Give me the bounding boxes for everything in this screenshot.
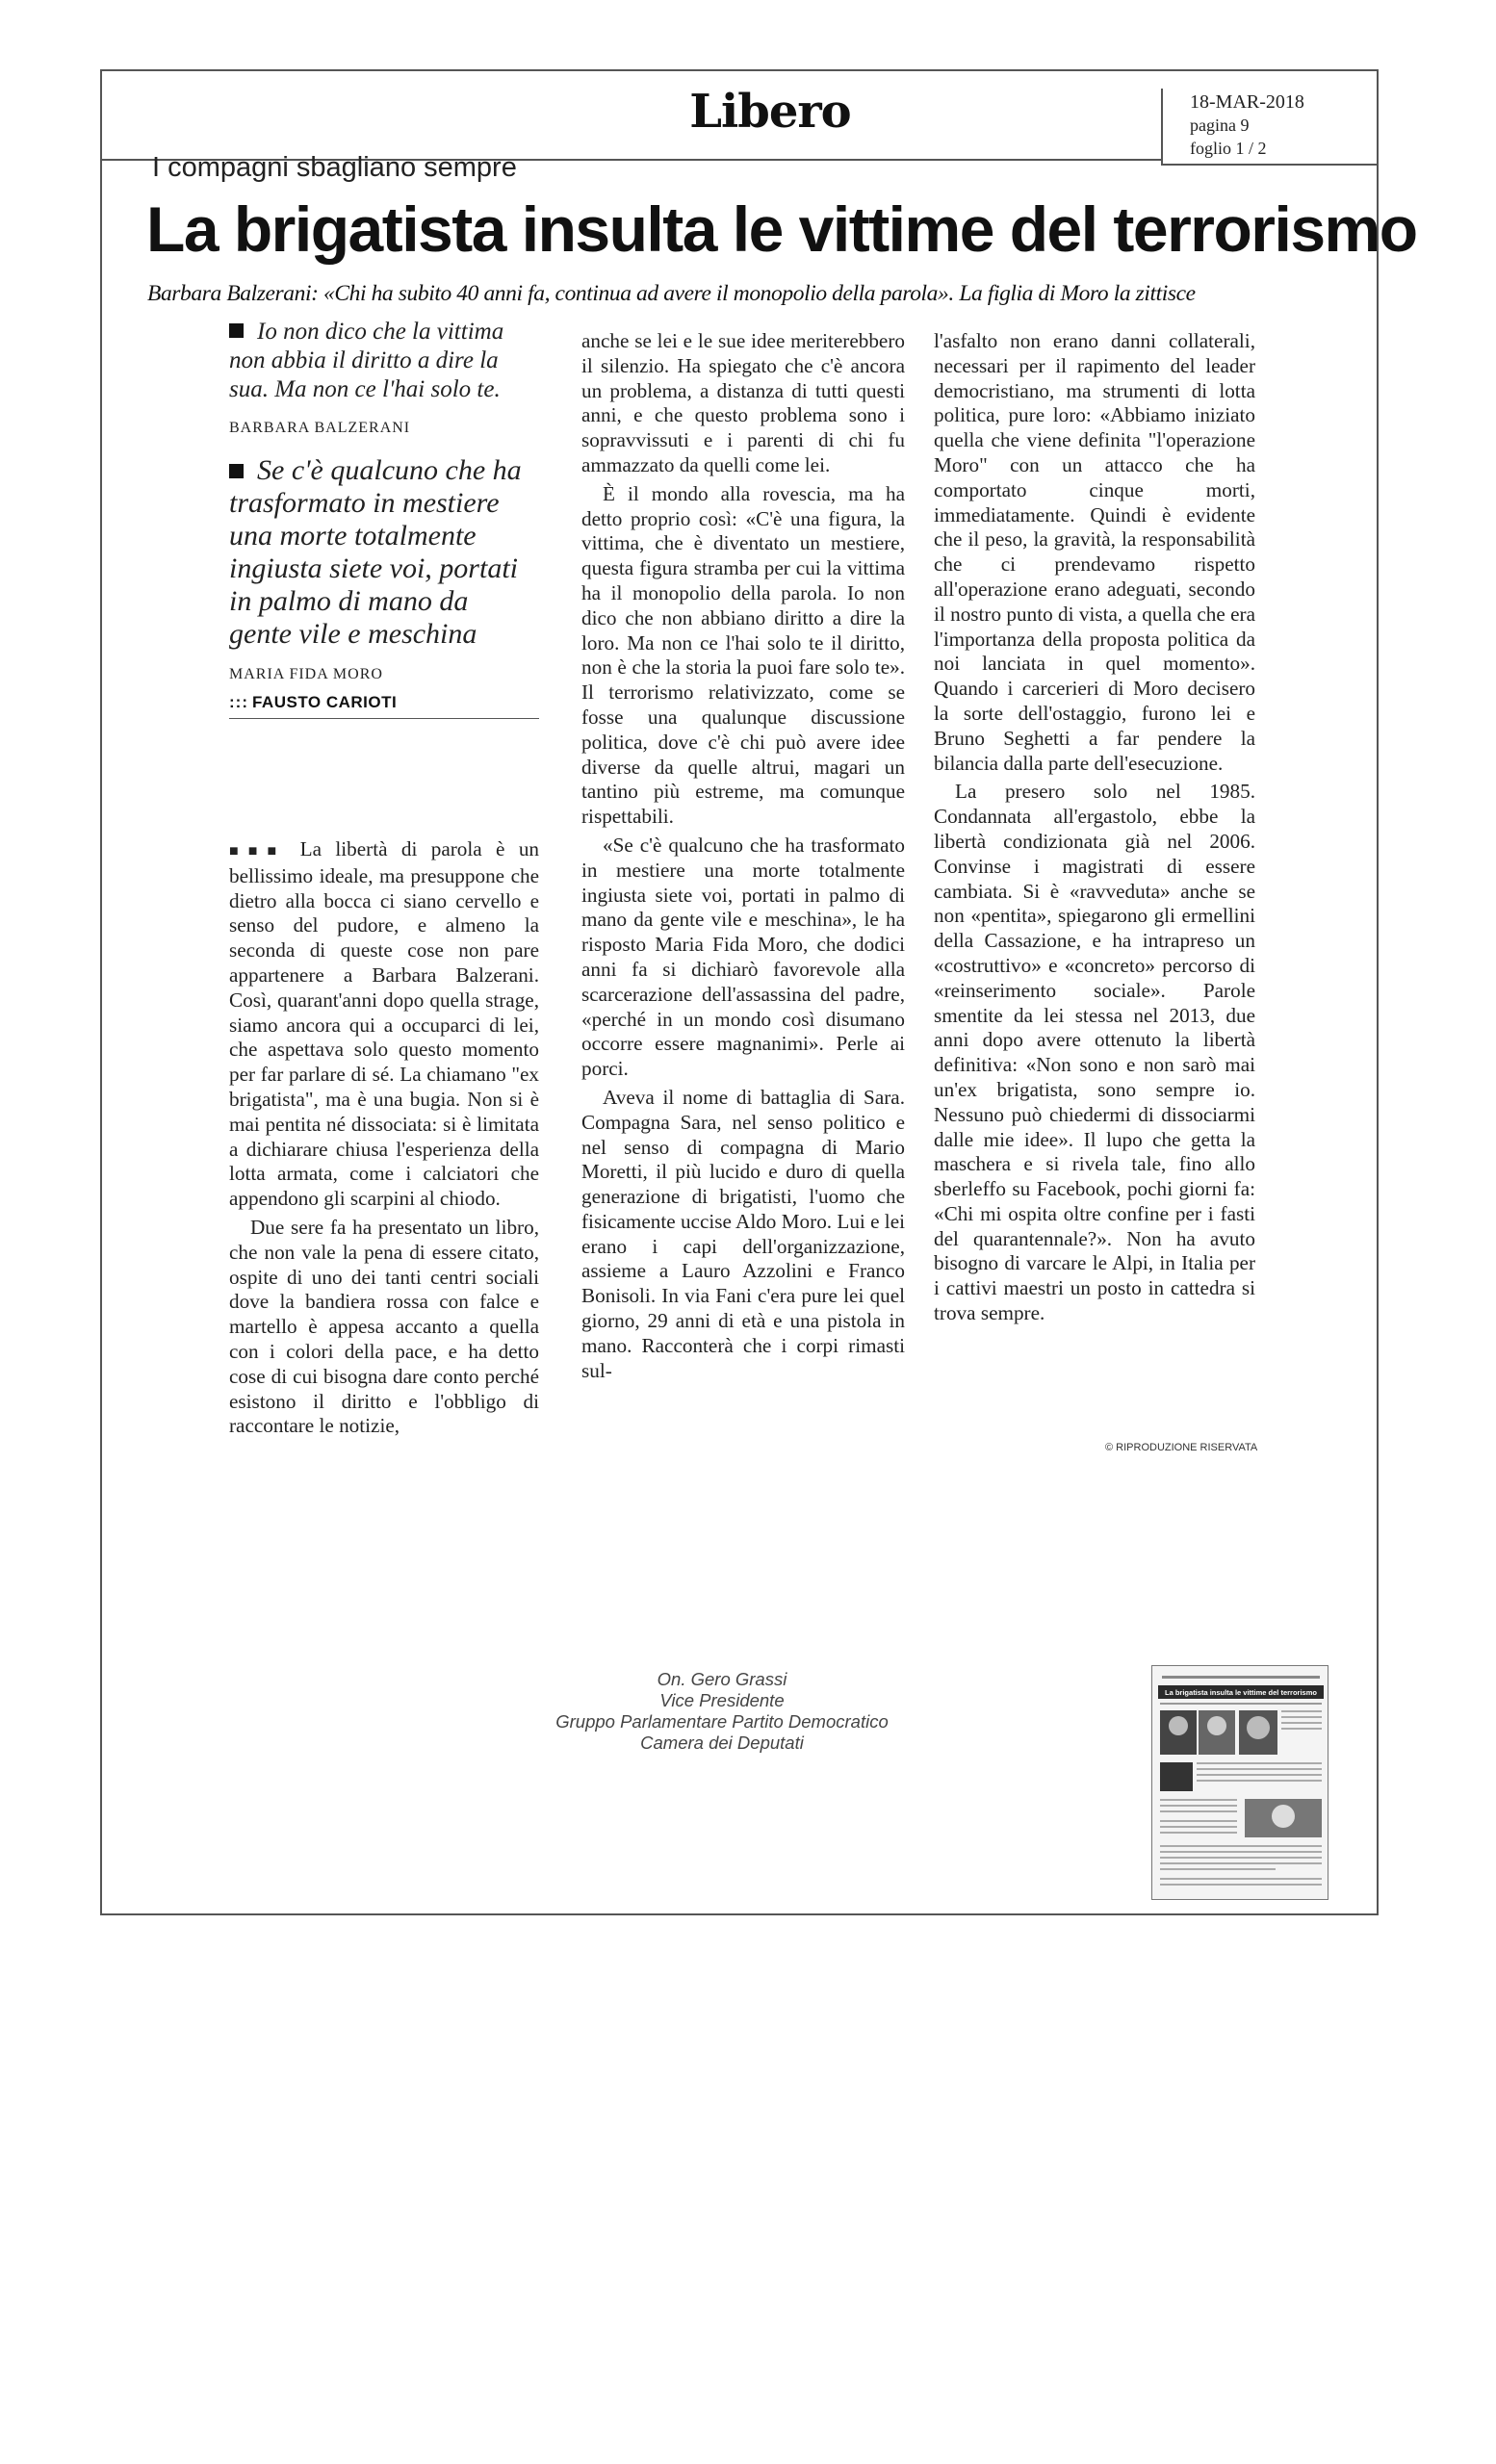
quote-author: BARBARA BALZERANI — [229, 420, 411, 436]
byline-rule — [229, 718, 539, 719]
copyright-notice: © RIPRODUZIONE RISERVATA — [1105, 1442, 1258, 1453]
paragraph: La presero solo nel 1985. Condannata all'ergastolo, ebbe la libertà condizionata già nel 2006. Convinse i magistrati di essere cambiata. Si è «ravveduta» anche se non «pentita», spiegarono gli ermellini della Cassazione, e ha intrapreso un «costruttivo» e «concreto» percorso di «reinserimento sociale». Parole smentite da lei stessa nel 2013, due anni dopo avere ottenuto la libertà definitiva: «Non sono e non sarò mai un'ex brigatista, sono sempre io. Nessuno può chiedermi di dissociarmi dalle mie idee». Il lupo che getta la maschera e si rivela tale, fino allo sberleffo su Facebook, pochi giorni fa: «Chi mi ospita oltre confine per i fasti del quarantennale?». Non ha avuto bisogno di varcare le Alpi, in Italia per i cattivi maestri un posto in cattedra si trova sempre. — [934, 780, 1255, 1325]
date-box — [1161, 89, 1379, 166]
page-thumbnail — [1151, 1665, 1328, 1900]
author-name: FAUSTO CARIOTI — [251, 693, 398, 711]
kicker: I compagni sbagliano sempre — [152, 152, 517, 183]
byline-mark: ::: — [229, 693, 248, 711]
signature-chamber: Camera dei Deputati — [640, 1732, 804, 1753]
publication-date: 18-MAR-2018 — [1190, 91, 1304, 113]
signature-role: Vice Presidente — [659, 1690, 785, 1710]
article-column-3 — [934, 329, 1255, 1330]
quote-text: Io non dico che la vittima non abbia il diritto a dire la sua. Ma non ce l'hai solo te. — [229, 319, 504, 402]
paragraph: anche se lei e le sue idee meriterebbero il silenzio. Ha spiegato che c'è ancora un problema, a distanza di tutti questi anni, e che questo problema sono i sopravvissuti e i parenti di chi fu ammazzato da quelli come lei. — [581, 329, 905, 476]
signature-name: On. Gero Grassi — [657, 1669, 787, 1689]
pull-quotes — [229, 318, 537, 719]
subheadline: Barbara Balzerani: «Chi ha subito 40 anni fa, continua ad avere il monopolio della parola». La figlia di Moro la zittisce — [147, 281, 1196, 306]
pull-quote-moro — [229, 454, 537, 651]
page-number: pagina 9 — [1190, 116, 1250, 135]
article-column-2 — [581, 329, 905, 1387]
pull-quote-balzerani — [229, 318, 537, 404]
paragraph: l'asfalto non erano danni collaterali, necessari per il rapimento del leader democristiano, ma strumenti di lotta politica, pure loro: «Abbiamo iniziato quella che viene definita "l'operazione Moro" con un attacco che ha comportato cinque morti, immediatamente. Quindi è evidente che il peso, la gravità, la responsabilità che ci prendevamo rispetto all'operazione erano adeguati, secondo il nostro punto di vista, a quella che era l'importanza della proposta politica da noi lanciata in quel momento». Quando i carcerieri di Moro decisero la sorte dell'ostaggio, furono lei e Bruno Seghetti a far pendere la bilancia dalla parte dell'esecuzione. — [934, 329, 1255, 775]
headline: La brigatista insulta le vittime del terrorismo — [146, 193, 1417, 265]
square-bullet-icon — [229, 323, 244, 338]
paragraph: È il mondo alla rovescia, ma ha detto proprio così: «C'è una figura, la vittima, che è diventato un mestiere, questa figura stramba per cui la vittima ha il monopolio della parola. Io non dico che non abbiano diritto a dire la loro. Ma non ce l'hai solo te il diritto, non è che la storia la puoi fare solo te». Il terrorismo relativizzato, come se fosse una qualunque discussione politica, dove c'è chi può avere idee diverse da quelle altrui, magari un tantino più estreme, ma comunque rispettabili. — [581, 481, 905, 829]
thumbnail-image — [1152, 1666, 1328, 1900]
signature-block — [520, 1669, 924, 1754]
paragraph — [229, 837, 539, 1212]
byline — [229, 693, 537, 712]
paragraph: Aveva il nome di battaglia di Sara. Compagna Sara, nel senso politico e nel senso di compagna di Mario Moretti, il più lucido e duro di quella generazione di brigatisti, l'uomo che fisicamente uccise Aldo Moro. Lui e lei erano i capi dell'organizzazione, assieme a Lauro Azzolini e Franco Bonisoli. In via Fani c'era pure lei quel giorno, 29 anni di età e una pistola in mano. Racconterà che i corpi rimasti sul- — [581, 1085, 905, 1382]
square-bullet-icon — [229, 464, 244, 478]
thumbnail-headline: La brigatista insulta le vittime del terrorismo — [1165, 1688, 1317, 1697]
masthead-logo: Libero — [689, 85, 851, 139]
sheet-number: foglio 1 / 2 — [1190, 139, 1267, 158]
paragraph: Due sere fa ha presentato un libro, che non vale la pena di essere citato, ospite di uno dei tanti centri sociali dove la bandiera rossa con falce e martello è appesa accanto a quella con i colori della pace, e ha detto cose di cui bisogna dare conto perché esistono il diritto e l'obbligo di raccontare le notizie, — [229, 1215, 539, 1438]
paragraph: «Se c'è qualcuno che ha trasformato in mestiere una morte totalmente ingiusta siete voi, portati in palmo di mano da gente vile e meschina», le ha risposto Maria Fida Moro, che dodici anni fa si dichiarò favorevole alla scarcerazione dell'assassina del padre, «perché in un mondo così disumano occorre essere magnanimi». Perle ai porci. — [581, 833, 905, 1081]
quote-text: Se c'è qualcuno che ha trasformato in mestiere una morte totalmente ingiusta siete voi, portati in palmo di mano da gente vile e meschina — [229, 454, 522, 650]
article-column-1 — [229, 837, 539, 1443]
quote-author: MARIA FIDA MORO — [229, 666, 383, 682]
paragraph-text: La libertà di parola è un bellissimo ideale, ma presuppone che dietro alla bocca ci siano cervello e senso del pudore, e almeno la seconda di queste cose non pare appartenere a Barbara Balzerani. Così, quarant'anni dopo quella strage, siamo ancora qui a occuparci di lei, che aspettava solo questo momento per far parlare di sé. La chiamano "ex brigatista", ma è una bugia. Non si è mai pentita né dissociata: si è limitata a dichiarare chiusa l'esperienza della lotta armata, come i calciatori che appendono gli scarpini al chiodo. — [229, 837, 540, 1211]
signature-group: Gruppo Parlamentare Partito Democratico — [555, 1711, 889, 1732]
lead-mark: ■■■ — [229, 843, 287, 860]
